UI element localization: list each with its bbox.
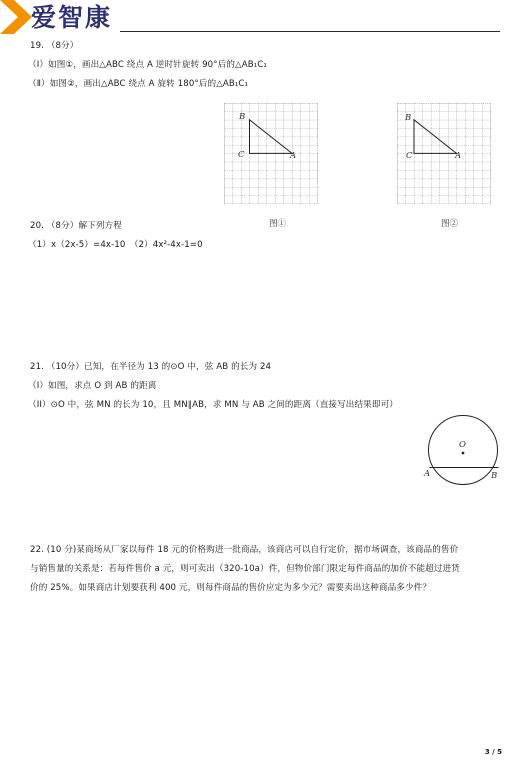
q20-equations: （1）x（2x-5）=4x-10 （2）4x²-4x-1=0 [28, 240, 203, 250]
fig2-label-a: A [455, 151, 462, 161]
circle-label-a: A [424, 469, 431, 479]
q22-line1: 22. (10 分)某商场从厂家以每件 18 元的价格购进一批商品，该商店可以自行定价，据市场调查，该商品的售价 [30, 545, 459, 555]
circle-label-b: B [491, 471, 498, 481]
fig1-label-b: B [239, 112, 246, 122]
fig1-label-c: C [238, 150, 245, 160]
q19-part2: （Ⅱ）如图②，画出△ABC 绕点 A 旋转 180°后的△AB₁C₁ [28, 79, 249, 89]
logo-mark-icon [0, 0, 32, 34]
q22-line2: 与销售量的关系是：若每件售价 a 元，则可卖出（320-10a）件，但物价部门限定每件商品的加价不能超过进货 [30, 564, 460, 574]
q20-title: 20. （8分）解下列方程 [30, 221, 122, 231]
fig1-label-a: A [290, 151, 297, 161]
q22-line3: 价的 25%。如果商店计划要获利 400 元，则每件商品的售价应定为多少元？需要卖出这种商品多少件？ [30, 583, 432, 593]
q21-title: 21. （10分）已知，在半径为 13 的⊙O 中，弦 AB 的长为 24 [30, 362, 272, 372]
q19-title: 19. （8分） [30, 41, 79, 51]
q19-part1: （Ⅰ）如图①，画出△ABC 绕点 A 逆时针旋转 90°后的△AB₁C₁ [28, 60, 267, 70]
fig2-label-b: B [405, 113, 412, 123]
page-number: 3 / 5 [484, 748, 502, 756]
header-divider [120, 31, 500, 32]
fig2-caption: 图② [441, 219, 459, 229]
q21-part1: （I）如图，求点 O 到 AB 的距离 [28, 381, 157, 391]
fig2-label-c: C [406, 151, 413, 161]
logo-text: 爱智康 [31, 3, 113, 32]
circle-label-o: O [459, 440, 466, 450]
fig1-caption: 图① [269, 219, 287, 229]
q21-part2: （II）⊙O 中，弦 MN 的长为 10，且 MN∥AB，求 MN 与 AB 之间的距离（直接写出结果即可） [28, 400, 398, 410]
